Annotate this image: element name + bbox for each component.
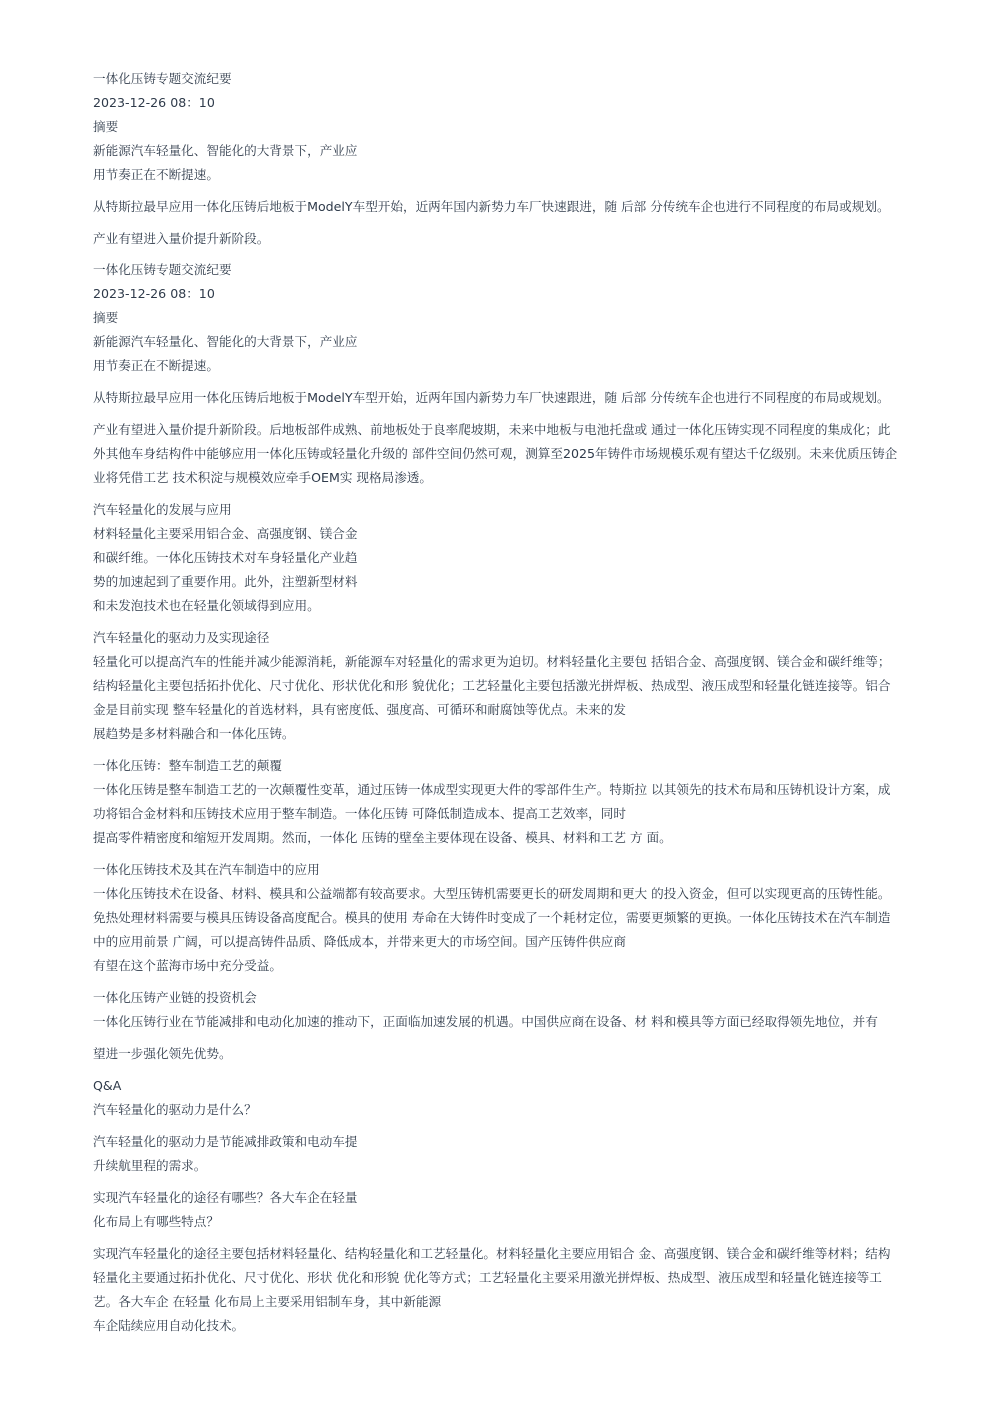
- paragraph-line: 一体化压铸行业在节能减排和电动化加速的推动下，正面临加速发展的机遇。中国供应商在设备、材 料和模具等方面已经取得领先地位，并有: [93, 1014, 878, 1029]
- paragraph-line: 新能源汽车轻量化、智能化的大背景下，产业应: [93, 334, 358, 349]
- doc-date: 2023-12-26 08：10: [93, 286, 215, 301]
- paragraph-line: 产业有望进入量价提升新阶段。: [93, 231, 270, 246]
- paragraph-line: 中的应用前景 广阔，可以提高铸件品质、降低成本，并带来更大的市场空间。国产压铸件供应商: [93, 934, 626, 949]
- qa-section: [93, 1074, 945, 1122]
- paragraph: [93, 418, 945, 490]
- paragraph-line: 车企陆续应用自动化技术。: [93, 1318, 245, 1333]
- paragraph-line: 汽车轻量化的驱动力是节能减排政策和电动车提: [93, 1134, 358, 1149]
- paragraph-line: 材料轻量化主要采用铝合金、高强度钢、镁合金: [93, 526, 358, 541]
- qa-label: Q&A: [93, 1078, 122, 1093]
- paragraph-line: 新能源汽车轻量化、智能化的大背景下，产业应: [93, 143, 358, 158]
- paragraph-line: 有望在这个蓝海市场中充分受益。: [93, 958, 282, 973]
- paragraph-line: 免热处理材料需要与模具压铸设备高度配合。模具的使用 寿命在大铸件时变成了一个耗材定位，需要更频繁的更换。一体化压铸技术在汽车制造: [93, 910, 891, 925]
- paragraph-line: 产业有望进入量价提升新阶段。后地板部件成熟、前地板处于良率爬坡期，未来中地板与电池托盘或 通过一体化压铸实现不同程度的集成化；此: [93, 422, 891, 437]
- paragraph: [93, 386, 945, 410]
- paragraph-line: 望进一步强化领先优势。: [93, 1046, 232, 1061]
- answer: [93, 1130, 945, 1178]
- paragraph: [93, 227, 945, 251]
- paragraph-line: 结构轻量化主要包括拓扑优化、尺寸优化、形状优化和形 貌优化；工艺轻量化主要包括激光拼焊板、热成型、液压成型和轻量化链连接等。铝合: [93, 678, 891, 693]
- paragraph-line: 用节奏正在不断提速。: [93, 167, 219, 182]
- paragraph-line: 从特斯拉最早应用一体化压铸后地板于ModelY车型开始，近两年国内新势力车厂快速跟进，随 后部 分传统车企也进行不同程度的布局或规划。: [93, 390, 890, 405]
- paragraph-line: 和未发泡技术也在轻量化领域得到应用。: [93, 598, 320, 613]
- section: [93, 986, 945, 1034]
- section: [93, 498, 945, 618]
- paragraph: [93, 1042, 945, 1066]
- paragraph-line: 实现汽车轻量化的途径有哪些？各大车企在轻量: [93, 1190, 358, 1205]
- section: [93, 754, 945, 850]
- doc-title: 一体化压铸专题交流纪要: [93, 71, 232, 86]
- summary-label: 摘要: [93, 310, 119, 325]
- paragraph-line: 实现汽车轻量化的途径主要包括材料轻量化、结构轻量化和工艺轻量化。材料轻量化主要应用铝合 金、高强度钢、镁合金和碳纤维等材料；结构: [93, 1246, 891, 1261]
- paragraph-line: 轻量化主要通过拓扑优化、尺寸优化、形状 优化和形貌 优化等方式；工艺轻量化主要采用激光拼焊板、热成型、液压成型和轻量化链连接等工: [93, 1270, 882, 1285]
- question: [93, 1186, 945, 1234]
- paragraph-line: 业将凭借工艺 技术积淀与规模效应牵手OEM实 现格局渗透。: [93, 470, 432, 485]
- section: [93, 858, 945, 978]
- section: [93, 626, 945, 746]
- paragraph-line: 和碳纤维。一体化压铸技术对车身轻量化产业趋: [93, 550, 358, 565]
- paragraph-line: 功将铝合金材料和压铸技术应用于整车制造。一体化压铸 可降低制造成本、提高工艺效率，同时: [93, 806, 626, 821]
- paragraph-line: 用节奏正在不断提速。: [93, 358, 219, 373]
- section-heading: 一体化压铸产业链的投资机会: [93, 990, 257, 1005]
- summary-label: 摘要: [93, 119, 119, 134]
- paragraph-line: 升续航里程的需求。: [93, 1158, 207, 1173]
- paragraph-line: 展趋势是多材料融合和一体化压铸。: [93, 726, 295, 741]
- paragraph-line: 从特斯拉最早应用一体化压铸后地板于ModelY车型开始，近两年国内新势力车厂快速跟进，随 后部 分传统车企也进行不同程度的布局或规划。: [93, 199, 890, 214]
- paragraph-line: 一体化压铸是整车制造工艺的一次颠覆性变革，通过压铸一体成型实现更大件的零部件生产。特斯拉 以其领先的技术布局和压铸机设计方案，成: [93, 782, 891, 797]
- answer: [93, 1242, 945, 1338]
- paragraph-line: 艺。各大车企 在轻量 化布局上主要采用铝制车身，其中新能源: [93, 1294, 442, 1309]
- paragraph-line: 金是目前实现 整车轻量化的首选材料，具有密度低、强度高、可循环和耐腐蚀等优点。未来的发: [93, 702, 626, 717]
- section-heading: 一体化压铸技术及其在汽车制造中的应用: [93, 862, 320, 877]
- section-heading: 汽车轻量化的发展与应用: [93, 502, 232, 517]
- section-heading: 一体化压铸：整车制造工艺的颠覆: [93, 758, 282, 773]
- section-heading: 汽车轻量化的驱动力及实现途径: [93, 630, 270, 645]
- question: 汽车轻量化的驱动力是什么？: [93, 1102, 257, 1117]
- paragraph-line: 化布局上有哪些特点？: [93, 1214, 219, 1229]
- block-header-2: [93, 258, 945, 378]
- block-header-1: [93, 67, 945, 187]
- paragraph-line: 外其他车身结构件中能够应用一体化压铸或轻量化升级的 部件空间仍然可观，测算至2025年铸件市场规模乐观有望达千亿级别。未来优质压铸企: [93, 446, 898, 461]
- paragraph-line: 提高零件精密度和缩短开发周期。然而，一体化 压铸的壁垒主要体现在设备、模具、材料和工艺 方 面。: [93, 830, 672, 845]
- document-page: [93, 67, 945, 1338]
- paragraph-line: 势的加速起到了重要作用。此外，注塑新型材料: [93, 574, 358, 589]
- doc-date: 2023-12-26 08：10: [93, 95, 215, 110]
- doc-title: 一体化压铸专题交流纪要: [93, 262, 232, 277]
- paragraph-line: 轻量化可以提高汽车的性能并减少能源消耗，新能源车对轻量化的需求更为迫切。材料轻量化主要包 括铝合金、高强度钢、镁合金和碳纤维等；: [93, 654, 891, 669]
- paragraph: [93, 195, 945, 219]
- paragraph-line: 一体化压铸技术在设备、材料、模具和公益端都有较高要求。大型压铸机需要更长的研发周期和更大 的投入资金，但可以实现更高的压铸性能。: [93, 886, 891, 901]
